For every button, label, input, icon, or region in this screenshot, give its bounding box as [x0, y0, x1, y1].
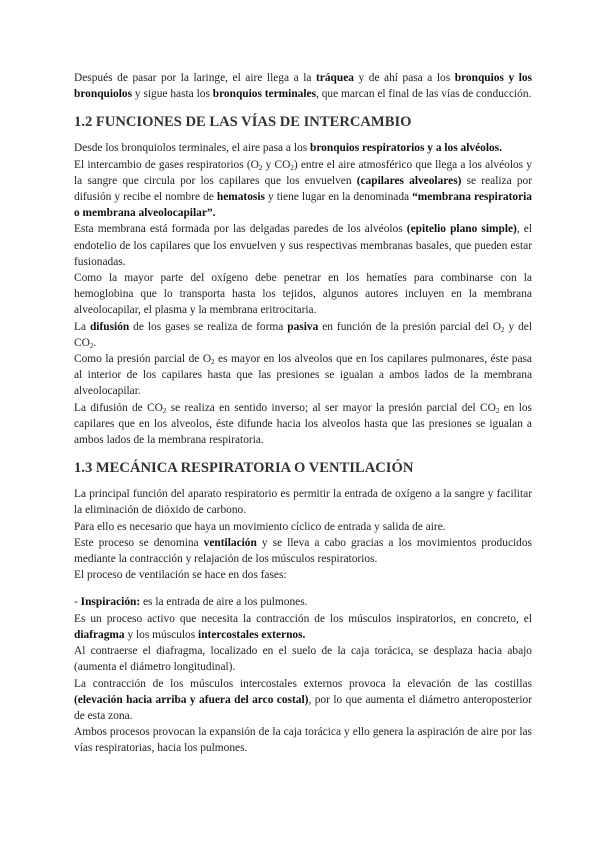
text-run: Al contraerse el diafragma, localizado en el suelo de la caja torácica, se desplaza hacia abajo (aumenta el diámetro longitudinal). [74, 645, 532, 674]
paragraph [74, 351, 532, 400]
text-run: Después de pasar por la laringe, el aire llega a la [74, 72, 316, 84]
bold-term: (elevación hacia arriba y afuera del arco costal) [74, 693, 309, 706]
bold-term: (epitelio plano simple) [406, 223, 517, 236]
subscript: 2 [290, 163, 294, 172]
paragraph [74, 611, 532, 643]
text-run: es mayor en los alveolos que en los capilares pulmonares, éste pasa al interior de los capilares hasta que las presiones se igualan a ambos lados de la membrana alveolocapilar. [74, 353, 532, 398]
text-run: , por lo que aumenta el diámetro anteroposterior de esta zona. [74, 693, 533, 722]
document-page [74, 70, 532, 757]
text-run: La difusión de CO [74, 401, 163, 414]
subscript: 2 [258, 163, 263, 172]
subscript: 2 [162, 406, 167, 415]
text-run: de los gases se realiza de forma [129, 320, 288, 333]
text-run: y de ahí pasa a los [353, 72, 455, 84]
intro-paragraph [74, 70, 532, 102]
text-run: Para ello es necesario que haya un movimiento cíclico de entrada y salida de aire. [74, 520, 446, 533]
paragraph [74, 643, 532, 675]
text-run: se realiza por difusión y recibe el nombre de [74, 174, 533, 204]
text-run: Es un proceso activo que necesita la contracción de los músculos inspiratorios, en concreto, el [74, 612, 532, 625]
text-run: , el endotelio de los capilares que los envuelven y sus respectivas membranas basales, que pueden estar fusionadas. [74, 223, 532, 268]
paragraph [74, 519, 532, 535]
text-run: . [93, 336, 97, 349]
text-run: y tiene lugar en la denominada [264, 191, 413, 204]
text-run: Ambos procesos provocan la expansión de la caja torácica y ello genera la aspiración de aire por las vías respiratorias, hacia los pulmones. [74, 726, 532, 755]
section-heading-1-2: 1.2 FUNCIONES DE LAS VÍAS DE INTERCAMBIO [74, 114, 412, 131]
paragraph [74, 535, 532, 567]
bold-term: “membrana respiratoria o membrana alveolocapilar”. [74, 191, 532, 220]
bold-term: hematosis [216, 191, 265, 204]
text-run: Como la mayor parte del oxígeno debe penetrar en los hematíes para combinarse con la hemoglobina que lo transporta hasta los tejidos, algunos autores incluyen en la membrana alveolocapilar, el plasma y la membrana eritrocitaria. [74, 272, 532, 317]
text-run: ) entre el aire atmosférico que llega a los alvéolos y la sangre que circula por los capilares que los envuelven [74, 158, 533, 187]
paragraph [74, 400, 532, 449]
bold-term: Inspiración: [80, 596, 141, 609]
bold-term: bronquios y los bronquiolos [74, 72, 532, 101]
text-run: se realiza en sentido inverso; al ser mayor la presión parcial del CO [166, 401, 496, 414]
bold-term: diafragma [74, 628, 125, 641]
subscript: 2 [501, 325, 505, 334]
text-run: y sigue hasta los [132, 88, 213, 101]
text-run: y del CO [74, 320, 532, 349]
paragraph [74, 270, 532, 319]
subscript: 2 [495, 406, 500, 415]
subscript: 2 [211, 358, 215, 367]
paragraph [74, 319, 532, 351]
section-heading-1-3: 1.3 MECÁNICA RESPIRATORIA O VENTILACIÓN [74, 460, 414, 477]
text-run: Como la presión parcial de O [74, 353, 212, 366]
paragraph [74, 157, 532, 222]
text-run: La [74, 320, 90, 333]
text-run: y se lleva a cabo gracias a los movimientos producidos mediante la contracción y relajación de los músculos respiratorios. [74, 536, 532, 566]
text-run: - [74, 596, 81, 609]
bold-term: bronquios terminales [212, 88, 317, 101]
bold-term: (capilares alveolares) [356, 174, 462, 187]
text-run: Esta membrana está formada por las delgadas paredes de los alvéolos [74, 223, 407, 236]
text-run: y CO [262, 158, 291, 171]
bold-term: tráquea [315, 72, 354, 84]
subscript: 2 [89, 341, 94, 350]
bold-term: ventilación [203, 536, 257, 549]
text-run: y los músculos [124, 628, 199, 641]
text-run: en función de la presión parcial del O [318, 320, 501, 333]
paragraph [74, 724, 532, 756]
text-run: La principal función del aparato respiratorio es permitir la entrada de oxígeno a la sangre y facilitar la eliminación de dióxido de carbono. [74, 488, 532, 517]
text-run: La contracción de los músculos intercostales externos provoca la elevación de las costillas [74, 677, 532, 690]
paragraph [74, 567, 532, 583]
text-run: Este proceso se denomina [74, 536, 204, 549]
paragraph [74, 221, 532, 270]
text-run: El intercambio de gases respiratorios (O [74, 158, 259, 171]
bold-term: pasiva [287, 320, 319, 333]
text-run: en los capilares que en los alveolos, éste difunde hacia los alveolos hasta que las presiones se igualan a ambos lados de la membrana respiratoria. [74, 401, 532, 447]
paragraph [74, 140, 532, 156]
paragraph [74, 594, 532, 610]
bold-term: difusión [89, 320, 130, 333]
text-run: es la entrada de aire a los pulmones. [140, 596, 308, 609]
bold-term: intercostales externos. [198, 628, 306, 641]
paragraph [74, 486, 532, 518]
text-run: , que marcan el final de las vías de conducción. [316, 88, 532, 101]
text-run: El proceso de ventilación se hace en dos fases: [74, 569, 287, 582]
text-run: Desde los bronquiolos terminales, el aire pasa a los [74, 142, 310, 155]
bold-term: bronquios respiratorios y a los alvéolos. [309, 142, 502, 155]
paragraph [74, 676, 532, 725]
